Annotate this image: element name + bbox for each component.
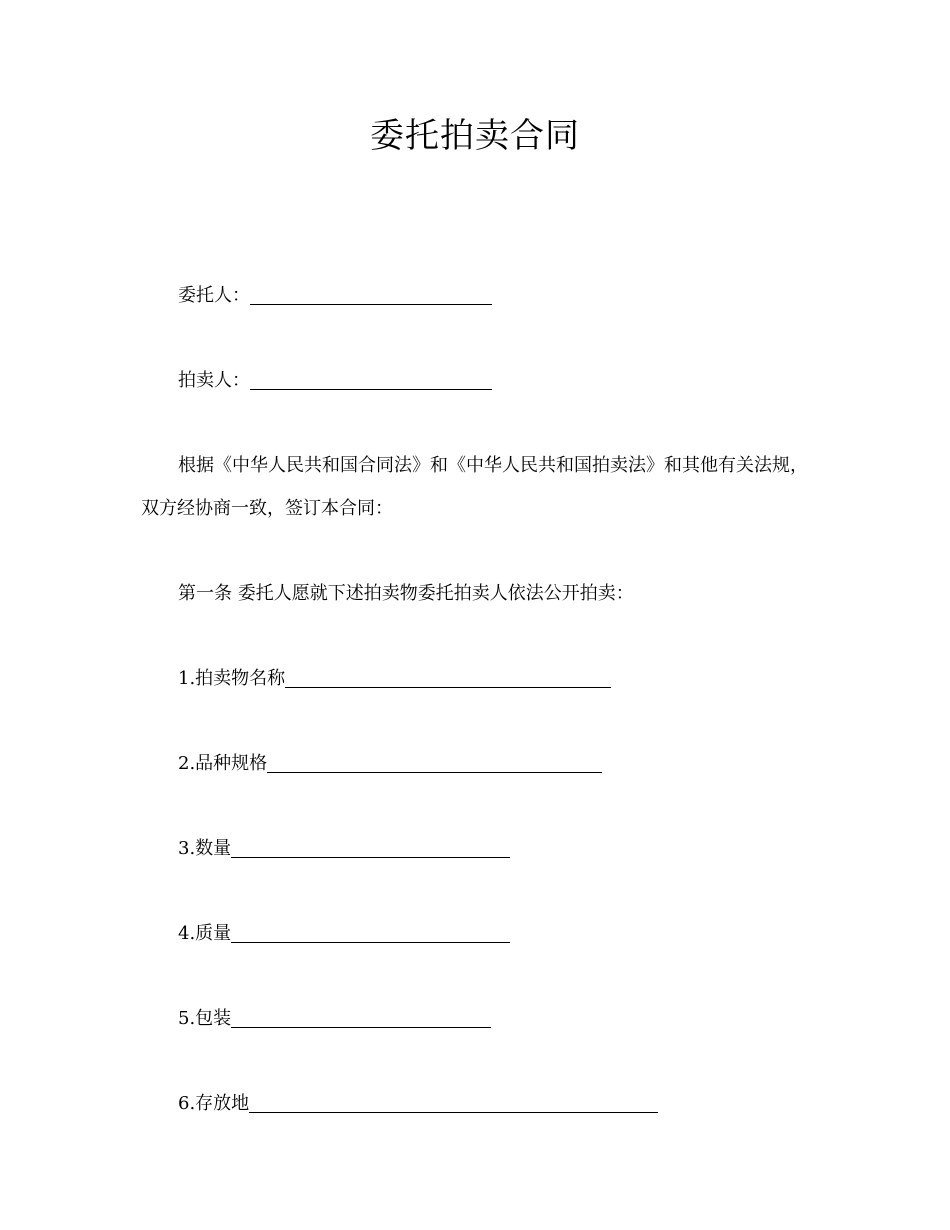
item-row-name (178, 666, 611, 692)
item-row-quantity (178, 836, 510, 862)
item-label: 1.拍卖物名称 (178, 668, 286, 689)
consignor-blank[interactable] (250, 284, 492, 305)
item-blank-quality[interactable] (231, 922, 510, 943)
item-blank-name[interactable] (285, 667, 611, 688)
consignor-label: 委托人： (178, 285, 250, 306)
item-blank-spec[interactable] (267, 752, 602, 773)
item-label: 5.包装 (178, 1008, 232, 1029)
item-label: 6.存放地 (178, 1093, 250, 1114)
document-title: 委托拍卖合同 (370, 116, 580, 156)
item-blank-quantity[interactable] (231, 837, 510, 858)
item-label: 4.质量 (178, 923, 232, 944)
item-row-packaging (178, 1006, 491, 1032)
item-label: 3.数量 (178, 838, 232, 859)
auctioneer-blank[interactable] (250, 369, 492, 390)
item-blank-storage[interactable] (249, 1092, 658, 1113)
preamble-line-2: 双方经协商一致，签订本合同： (141, 498, 393, 519)
preamble-line-1: 根据《中华人民共和国合同法》和《中华人民共和国拍卖法》和其他有关法规， (178, 455, 808, 476)
item-row-storage (178, 1091, 658, 1117)
item-row-spec (178, 751, 602, 777)
item-label: 2.品种规格 (178, 753, 268, 774)
auctioneer-label: 拍卖人： (178, 370, 250, 391)
item-blank-packaging[interactable] (231, 1007, 491, 1028)
article-1-heading: 第一条 委托人愿就下述拍卖物委托拍卖人依法公开拍卖： (178, 583, 634, 604)
auctioneer-row (178, 368, 492, 394)
consignor-row (178, 283, 492, 309)
item-row-quality (178, 921, 510, 947)
